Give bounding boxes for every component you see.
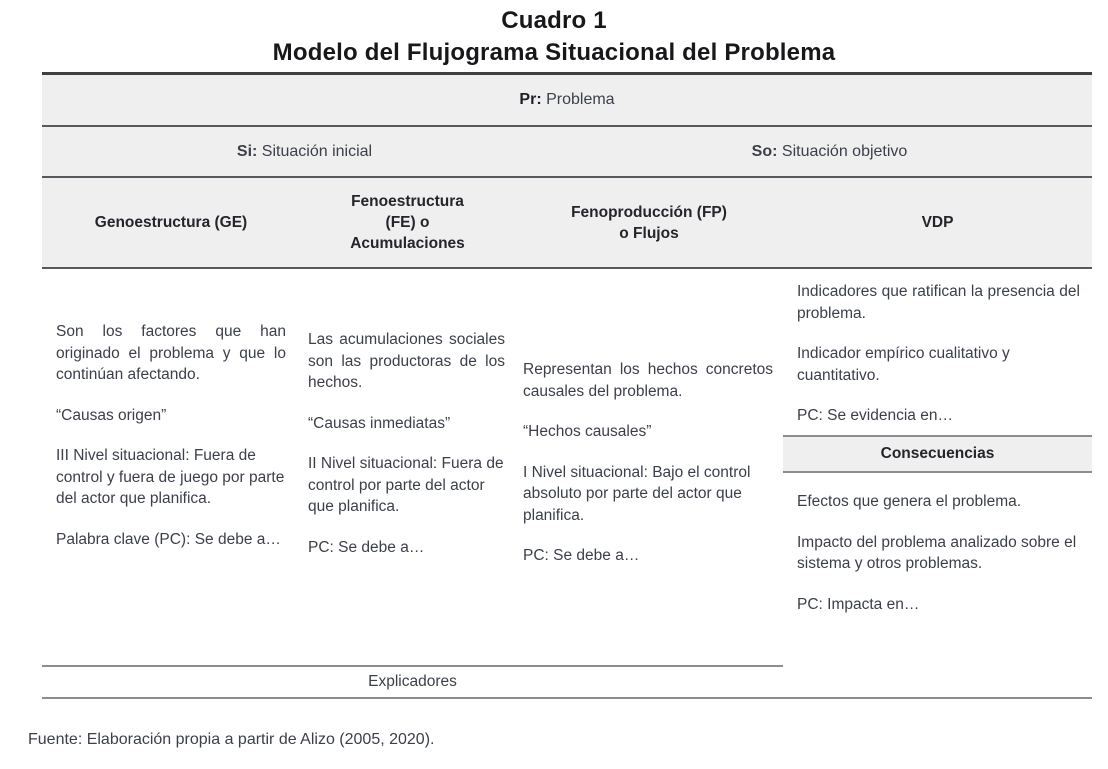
vdp-paragraph-3: PC: Se evidencia en… — [797, 407, 953, 424]
column-header-fenoestructura — [300, 191, 515, 254]
fenoprod-paragraph-1: Representan los hechos concretos causales del problema. — [523, 361, 773, 400]
vdp-paragraph-1: Indicadores que ratifican la presencia del problema. — [797, 283, 1080, 322]
source-note: Fuente: Elaboración propia a partir de Alizo (2005, 2020). — [28, 731, 435, 748]
table-bottom-rule — [42, 697, 1092, 699]
column-header-fenoproduccion — [515, 202, 783, 244]
cell-vdp — [783, 269, 1092, 665]
model-table — [42, 72, 1092, 699]
situation-row — [42, 127, 1092, 176]
fenoprod-paragraph-4: PC: Se debe a… — [523, 547, 640, 564]
column-header-fenoestructura-line1: Fenoestructura — [351, 193, 464, 210]
column-header-fenoestructura-line2: (FE) o — [385, 214, 430, 231]
figure-number: Cuadro 1 — [501, 7, 607, 34]
problem-row — [42, 75, 1092, 125]
fenoprod-paragraph-3: I Nivel situacional: Bajo el control absoluto por parte del actor que planifica. — [523, 463, 751, 524]
explicadores-label: Explicadores — [368, 673, 457, 690]
column-header-genoestructura: Genoestructura (GE) — [94, 214, 248, 231]
fenoprod-paragraph-2: “Hechos causales” — [523, 423, 652, 440]
vdp-indicators-block — [783, 269, 1092, 435]
cell-fenoproduccion — [515, 269, 783, 665]
vdp-paragraph-6: PC: Impacta en… — [797, 595, 920, 613]
vdp-consequences-block — [783, 473, 1092, 615]
geno-paragraph-1: Son los factores que han originado el problema y que lo continúan afectando. — [56, 323, 286, 383]
column-header-fenoproduccion-line1: Fenoproducción (FP) — [571, 203, 727, 221]
objective-situation-text: Situación objetivo — [777, 142, 908, 160]
vdp-paragraph-5: Impacto del problema analizado sobre el sistema y otros problemas. — [797, 533, 1077, 572]
objective-situation-prefix: So: — [751, 142, 778, 160]
column-header-row — [42, 178, 1092, 267]
vdp-paragraph-4: Efectos que genera el problema. — [797, 493, 1022, 510]
feno-paragraph-2: “Causas inmediatas” — [308, 414, 451, 432]
vdp-paragraph-2: Indicador empírico cualitativo y cuantitativo. — [797, 345, 1010, 384]
cell-genoestructura — [42, 269, 300, 665]
geno-paragraph-2: “Causas origen” — [56, 406, 167, 424]
initial-situation-text: Situación inicial — [257, 142, 373, 160]
column-header-fenoproduccion-line2: o Flujos — [619, 224, 679, 242]
problem-prefix: Pr: — [519, 91, 542, 108]
feno-paragraph-1: Las acumulaciones sociales son las productoras de los hechos. — [308, 331, 505, 391]
column-header-fenoestructura-line3: Acumulaciones — [350, 235, 465, 252]
initial-situation-prefix: Si: — [236, 142, 258, 160]
geno-paragraph-3: III Nivel situacional: Fuera de control y fuera de juego por parte del actor que planifica. — [56, 447, 285, 507]
problem-cell — [519, 91, 614, 109]
column-header-vdp: VDP — [921, 214, 954, 231]
figure-title-block — [0, 0, 1108, 68]
geno-paragraph-4: Palabra clave (PC): Se debe a… — [56, 530, 281, 548]
feno-paragraph-3: II Nivel situacional: Fuera de control por parte del actor que planifica. — [308, 455, 504, 515]
feno-paragraph-4: PC: Se debe a… — [308, 538, 425, 556]
problem-text: Problema — [541, 91, 615, 108]
objective-situation-cell — [567, 143, 1092, 161]
consequences-header: Consecuencias — [783, 437, 1092, 471]
initial-situation-cell — [42, 143, 567, 161]
figure-caption: Modelo del Flujograma Situacional del Problema — [272, 39, 836, 66]
cell-fenoestructura — [300, 269, 515, 665]
explicadores-cell — [42, 667, 783, 697]
table-body-row — [42, 269, 1092, 665]
explicadores-row — [42, 667, 1092, 697]
